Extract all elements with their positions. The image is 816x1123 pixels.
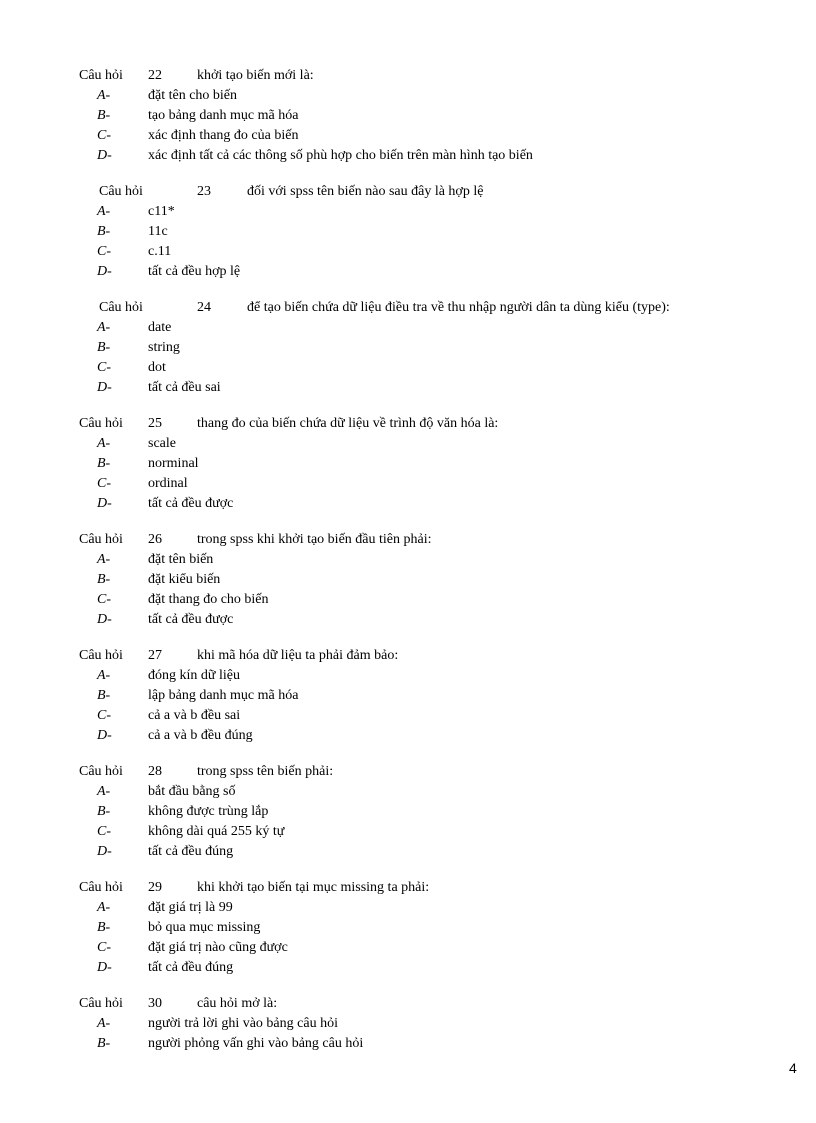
option-text: người phỏng vấn ghi vào bảng câu hỏi: [148, 1036, 364, 1051]
option-row: [0, 550, 816, 570]
option-text: đặt thang đo cho biến: [148, 592, 269, 607]
option-letter: C-: [97, 592, 111, 607]
option-letter: C-: [97, 476, 111, 491]
option-row: [0, 378, 816, 398]
option-text: cả a và b đều sai: [148, 708, 241, 723]
option-text: bắt đầu bằng số: [148, 784, 236, 799]
question-number: 28: [148, 764, 162, 779]
option-letter: B-: [97, 804, 111, 819]
option-row: [0, 494, 816, 514]
question-block: [0, 994, 816, 1054]
option-text: tất cả đều đúng: [148, 844, 234, 859]
question-block: [0, 646, 816, 746]
question-header: [0, 414, 816, 434]
option-row: [0, 842, 816, 862]
option-letter: C-: [97, 940, 111, 955]
question-block: [0, 414, 816, 514]
option-text: c11*: [148, 204, 175, 219]
option-row: [0, 358, 816, 378]
option-letter: C-: [97, 244, 111, 259]
option-row: [0, 474, 816, 494]
option-letter: A-: [97, 900, 111, 915]
question-number: 26: [148, 532, 162, 547]
option-row: [0, 958, 816, 978]
question-label: Câu hỏi: [79, 68, 123, 83]
option-row: [0, 126, 816, 146]
question-block: [0, 762, 816, 862]
option-letter: B-: [97, 572, 111, 587]
question-number: 24: [197, 300, 211, 315]
option-text: đóng kín dữ liệu: [148, 668, 240, 683]
option-text: tất cả đều đúng: [148, 960, 234, 975]
option-text: tạo bảng danh mục mã hóa: [148, 108, 299, 123]
question-number: 27: [148, 648, 162, 663]
option-row: [0, 222, 816, 242]
question-block: [0, 182, 816, 282]
option-row: [0, 610, 816, 630]
option-row: [0, 938, 816, 958]
option-text: date: [148, 320, 172, 335]
option-text: xác định thang đo của biến: [148, 128, 299, 143]
question-number: 29: [148, 880, 162, 895]
option-letter: A-: [97, 204, 111, 219]
question-block: [0, 530, 816, 630]
option-letter: C-: [97, 824, 111, 839]
option-row: [0, 686, 816, 706]
question-text: khởi tạo biến mới là:: [197, 68, 314, 83]
option-text: đặt giá trị nào cũng được: [148, 940, 288, 955]
option-letter: A-: [97, 320, 111, 335]
question-text: câu hỏi mở là:: [197, 996, 278, 1011]
option-letter: A-: [97, 88, 111, 103]
option-letter: D-: [97, 728, 112, 743]
option-letter: D-: [97, 264, 112, 279]
question-label: Câu hỏi: [79, 996, 123, 1011]
question-text: trong spss khi khởi tạo biến đầu tiên phải:: [197, 532, 432, 547]
option-letter: D-: [97, 496, 112, 511]
option-letter: A-: [97, 1016, 111, 1031]
question-text: khi khởi tạo biến tại mục missing ta phải:: [197, 880, 430, 895]
option-letter: D-: [97, 960, 112, 975]
option-row: [0, 706, 816, 726]
option-row: [0, 1014, 816, 1034]
option-row: [0, 1034, 816, 1054]
question-label: Câu hỏi: [79, 416, 123, 431]
option-text: ordinal: [148, 476, 188, 491]
option-row: [0, 590, 816, 610]
question-label: Câu hỏi: [79, 648, 123, 663]
option-letter: B-: [97, 340, 111, 355]
option-text: tất cả đều hợp lệ: [148, 264, 241, 279]
question-label: Câu hỏi: [79, 880, 123, 895]
option-text: tất cả đều được: [148, 496, 234, 511]
option-text: tất cả đều sai: [148, 380, 221, 395]
option-row: [0, 822, 816, 842]
question-number: 22: [148, 68, 162, 83]
option-letter: B-: [97, 688, 111, 703]
option-row: [0, 782, 816, 802]
option-text: đặt kiểu biến: [148, 572, 221, 587]
question-header: [0, 994, 816, 1014]
option-row: [0, 666, 816, 686]
option-text: đặt giá trị là 99: [148, 900, 233, 915]
option-row: [0, 318, 816, 338]
option-row: [0, 146, 816, 166]
option-letter: D-: [97, 148, 112, 163]
option-row: [0, 570, 816, 590]
option-text: bỏ qua mục missing: [148, 920, 261, 935]
option-text: norminal: [148, 456, 199, 471]
option-text: người trả lời ghi vào bảng câu hỏi: [148, 1016, 338, 1031]
question-header: [0, 298, 816, 318]
option-text: scale: [148, 436, 176, 451]
option-row: [0, 918, 816, 938]
option-text: c.11: [148, 244, 172, 259]
option-row: [0, 202, 816, 222]
option-row: [0, 86, 816, 106]
option-letter: B-: [97, 108, 111, 123]
question-text: đối với spss tên biến nào sau đây là hợp lệ: [247, 184, 484, 199]
option-row: [0, 802, 816, 822]
option-letter: A-: [97, 784, 111, 799]
option-text: cả a và b đều đúng: [148, 728, 253, 743]
option-text: dot: [148, 360, 166, 375]
option-text: đặt tên cho biến: [148, 88, 238, 103]
option-letter: B-: [97, 224, 111, 239]
option-text: lập bảng danh mục mã hóa: [148, 688, 299, 703]
question-header: [0, 646, 816, 666]
question-label: Câu hỏi: [79, 532, 123, 547]
question-number: 25: [148, 416, 162, 431]
option-letter: A-: [97, 552, 111, 567]
question-block: [0, 66, 816, 166]
option-row: [0, 106, 816, 126]
option-letter: C-: [97, 708, 111, 723]
option-letter: B-: [97, 456, 111, 471]
question-label: Câu hỏi: [79, 764, 123, 779]
option-letter: B-: [97, 920, 111, 935]
option-text: đặt tên biến: [148, 552, 214, 567]
question-block: [0, 298, 816, 398]
question-number: 23: [197, 184, 211, 199]
option-text: không dài quá 255 ký tự: [148, 824, 285, 839]
option-row: [0, 242, 816, 262]
option-row: [0, 726, 816, 746]
option-text: string: [148, 340, 180, 355]
page-number: 4: [789, 1060, 797, 1076]
question-number: 30: [148, 996, 162, 1011]
option-row: [0, 454, 816, 474]
option-text: tất cả đều được: [148, 612, 234, 627]
option-letter: A-: [97, 668, 111, 683]
option-row: [0, 898, 816, 918]
option-row: [0, 434, 816, 454]
option-text: 11c: [148, 224, 168, 239]
option-letter: A-: [97, 436, 111, 451]
question-text: khi mã hóa dữ liệu ta phải đảm bảo:: [197, 648, 399, 663]
option-text: không được trùng lắp: [148, 804, 269, 819]
question-header: [0, 182, 816, 202]
question-text: thang đo của biến chứa dữ liệu về trình độ văn hóa là:: [197, 416, 499, 431]
question-header: [0, 66, 816, 86]
question-header: [0, 762, 816, 782]
option-text: xác định tất cả các thông số phù hợp cho biến trên màn hình tạo biến: [148, 148, 533, 163]
question-header: [0, 878, 816, 898]
option-letter: D-: [97, 612, 112, 627]
question-text: để tạo biến chứa dữ liệu điều tra về thu nhập người dân ta dùng kiểu (type):: [247, 300, 670, 315]
option-letter: D-: [97, 380, 112, 395]
option-letter: B-: [97, 1036, 111, 1051]
option-row: [0, 262, 816, 282]
question-header: [0, 530, 816, 550]
question-text: trong spss tên biến phải:: [197, 764, 334, 779]
question-block: [0, 878, 816, 978]
option-row: [0, 338, 816, 358]
option-letter: C-: [97, 128, 111, 143]
option-letter: C-: [97, 360, 111, 375]
question-label: Câu hỏi: [99, 300, 143, 315]
question-label: Câu hỏi: [99, 184, 143, 199]
option-letter: D-: [97, 844, 112, 859]
